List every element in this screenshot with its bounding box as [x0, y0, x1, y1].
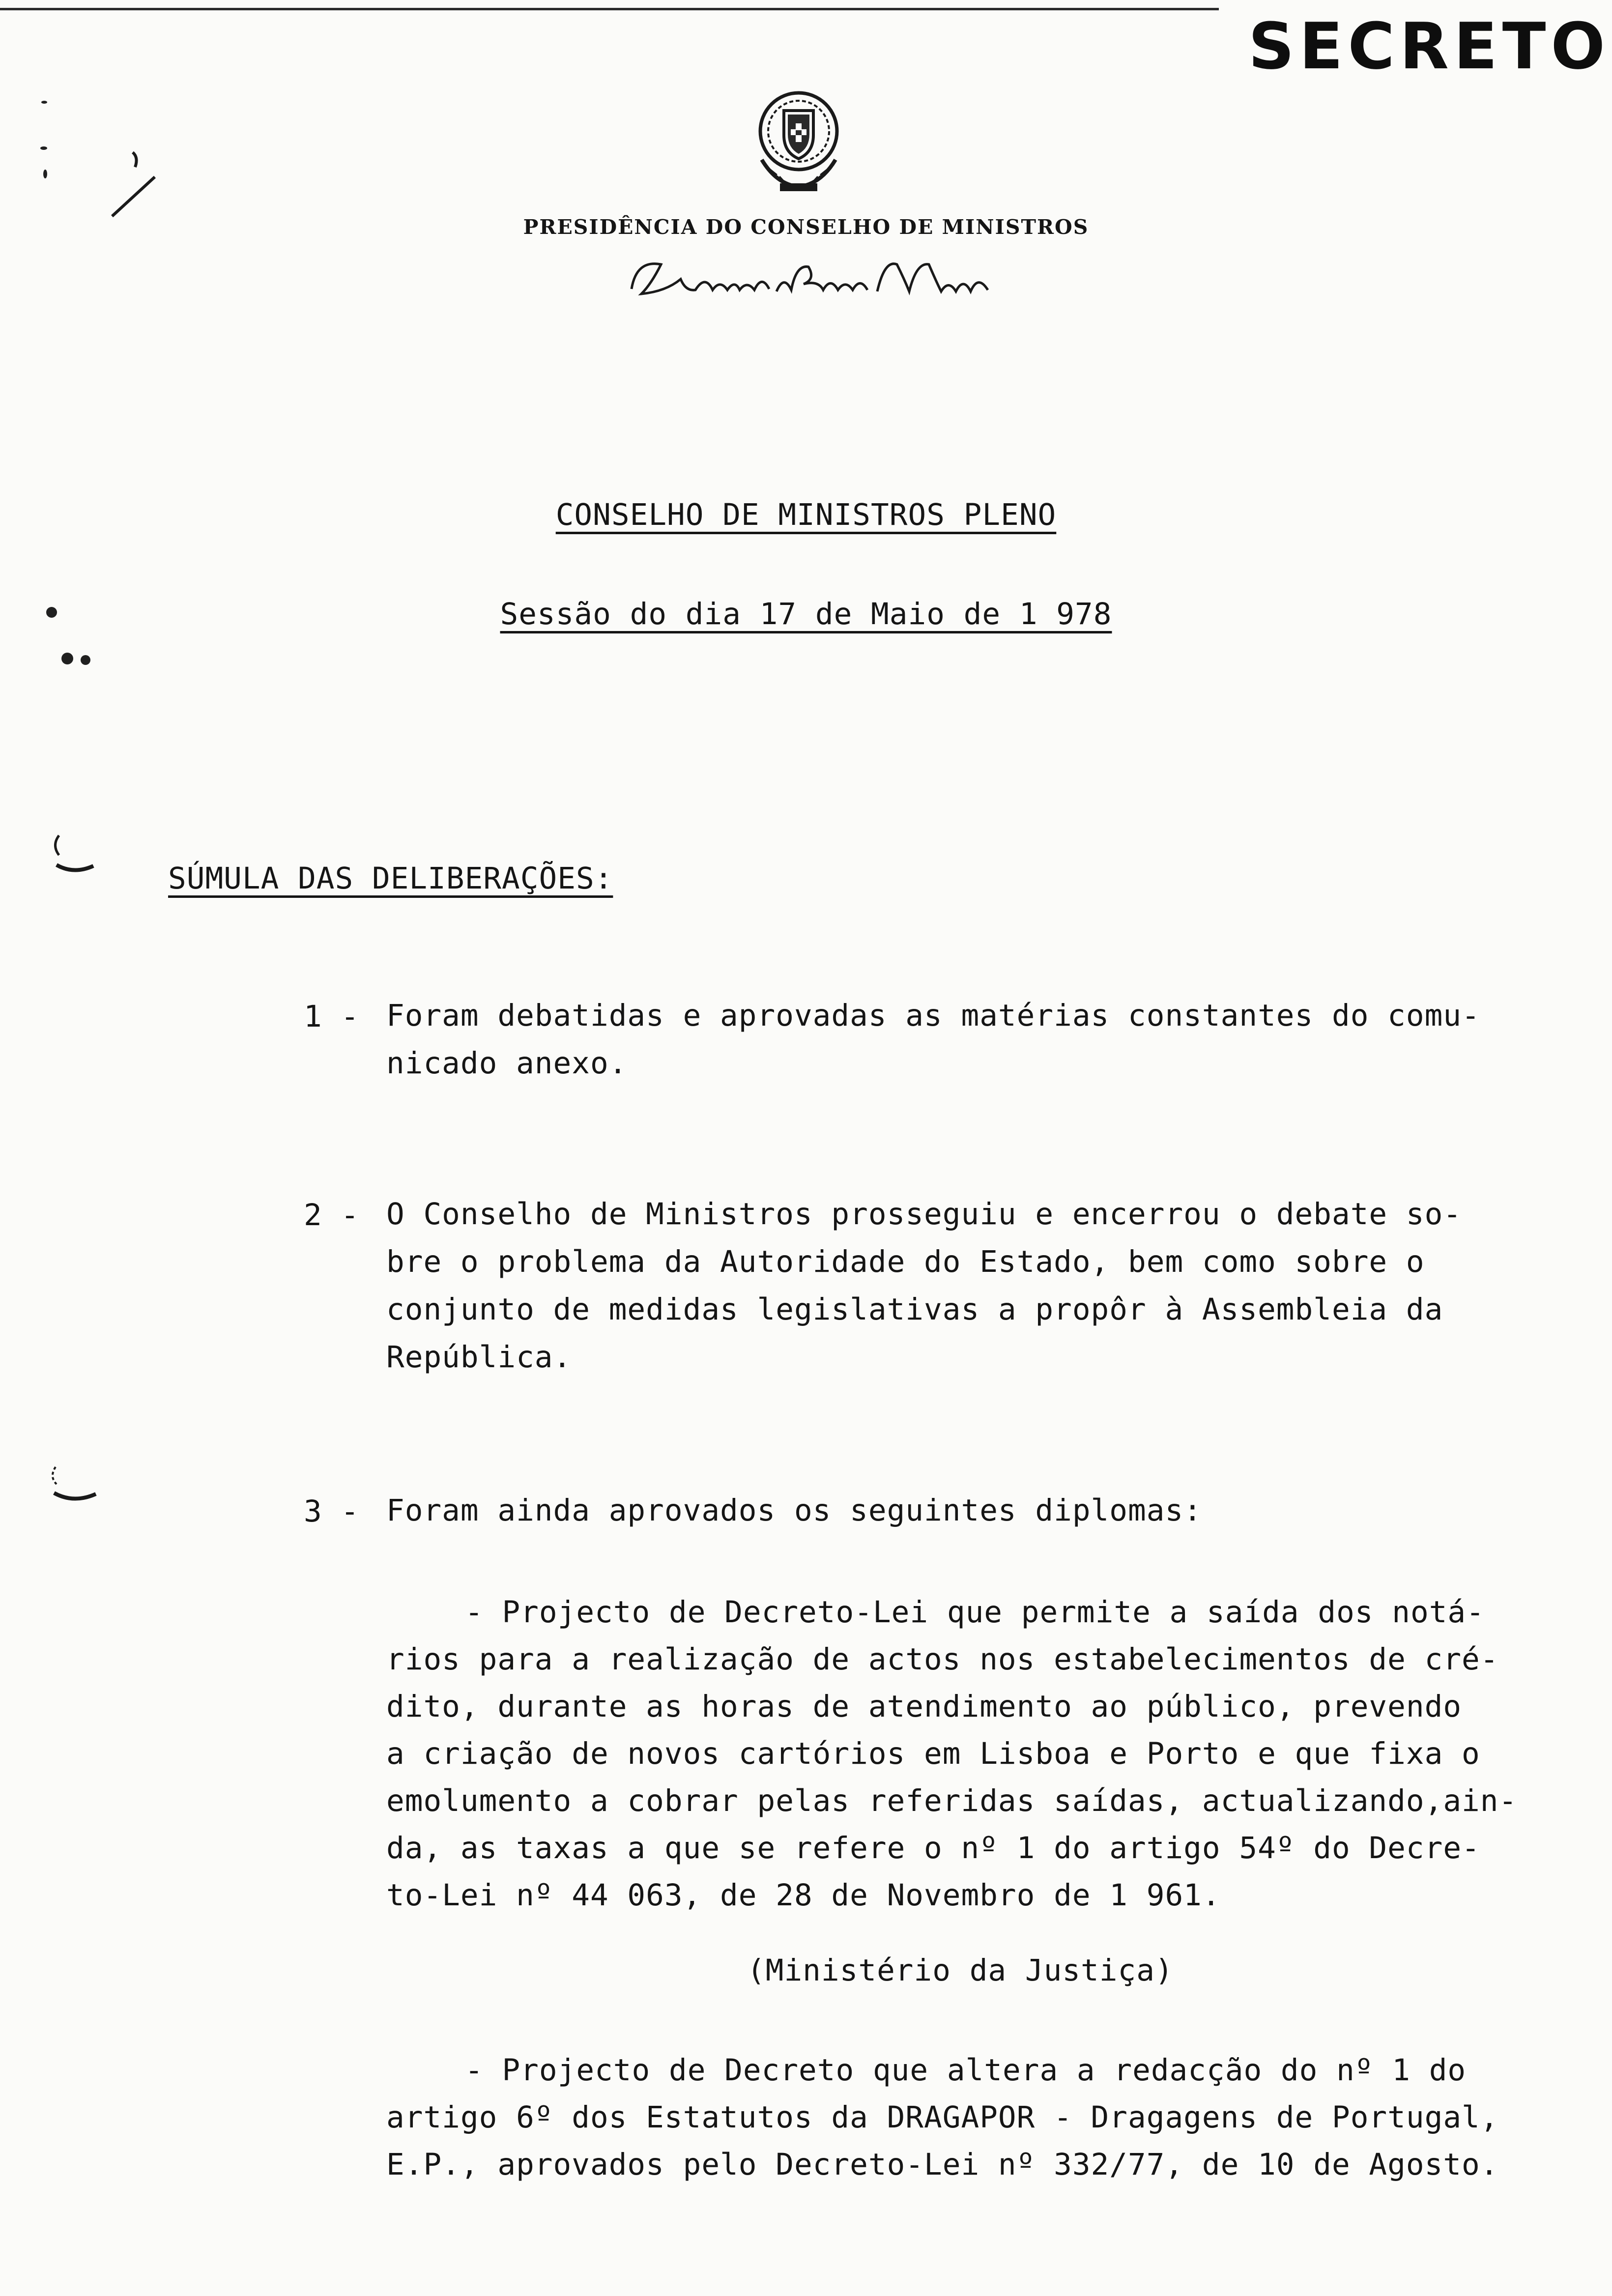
- diploma-line: artigo 6º dos Estatutos da DRAGAPOR - Dragagens de Portugal,: [386, 2100, 1499, 2135]
- office-script-logo: [622, 245, 995, 309]
- margin-mark-icon: [43, 170, 47, 178]
- item-line: bre o problema da Autoridade do Estado, bem como sobre o: [386, 1244, 1425, 1279]
- ministry-attribution: (Ministério da Justiça): [747, 1953, 1174, 1988]
- diploma-line: - Projecto de Decreto-Lei que permite a saída dos notá-: [465, 1595, 1485, 1630]
- summary-heading: SÚMULA DAS DELIBERAÇÕES:: [168, 861, 613, 896]
- diploma-line: rios para a realização de actos nos estabelecimentos de cré-: [386, 1642, 1499, 1677]
- diploma-line: da, as taxas a que se refere o nº 1 do artigo 54º do Decre-: [386, 1831, 1480, 1866]
- item-line: nicado anexo.: [386, 1046, 628, 1081]
- item-line: República.: [386, 1340, 572, 1375]
- institution-name: PRESIDÊNCIA DO CONSELHO DE MINISTROS: [523, 215, 1089, 239]
- binder-hole-icon: [47, 1460, 101, 1504]
- margin-mark-icon: [41, 101, 47, 104]
- item-number: 3 -: [304, 1494, 360, 1529]
- diploma-line: - Projecto de Decreto que altera a redacção do nº 1 do: [465, 2053, 1467, 2088]
- item-number: 1 -: [304, 999, 360, 1034]
- diploma-line: to-Lei nº 44 063, de 28 de Novembro de 1 961.: [386, 1878, 1221, 1913]
- item-line: Foram debatidas e aprovadas as matérias constantes do comu-: [386, 998, 1480, 1033]
- item-line: Foram ainda aprovados os seguintes diplomas:: [386, 1493, 1202, 1528]
- diploma-line: E.P., aprovados pelo Decreto-Lei nº 332/77, de 10 de Agosto.: [386, 2147, 1499, 2182]
- coat-of-arms-icon: [749, 86, 848, 199]
- diploma-paragraph: [386, 2047, 1556, 2188]
- list-item: [386, 992, 1531, 1087]
- diploma-line: a criação de novos cartórios em Lisboa e Porto e que fixa o: [386, 1736, 1480, 1771]
- diploma-paragraph: [386, 1589, 1556, 1919]
- binder-hole-icon: [49, 831, 98, 875]
- list-item: [386, 1487, 1531, 1534]
- item-line: O Conselho de Ministros prosseguiu e encerrou o debate so-: [386, 1197, 1462, 1232]
- classification-stamp: SECRETO: [1248, 9, 1610, 84]
- item-number: 2 -: [304, 1198, 360, 1233]
- diploma-line: emolumento a cobrar pelas referidas saídas, actualizando,ain-: [386, 1783, 1518, 1818]
- margin-dot-icon: [81, 655, 90, 665]
- item-line: conjunto de medidas legislativas a propôr à Assembleia da: [386, 1292, 1443, 1327]
- margin-dot-icon: [61, 653, 73, 664]
- document-title: CONSELHO DE MINISTROS PLENO: [555, 497, 1057, 532]
- top-rule: [0, 8, 1219, 10]
- session-date: Sessão do dia 17 de Maio de 1 978: [500, 597, 1112, 631]
- handwritten-slash-icon: [108, 147, 162, 221]
- margin-mark-icon: [40, 146, 47, 150]
- diploma-line: dito, durante as horas de atendimento ao público, prevendo: [386, 1689, 1462, 1724]
- list-item: [386, 1190, 1531, 1381]
